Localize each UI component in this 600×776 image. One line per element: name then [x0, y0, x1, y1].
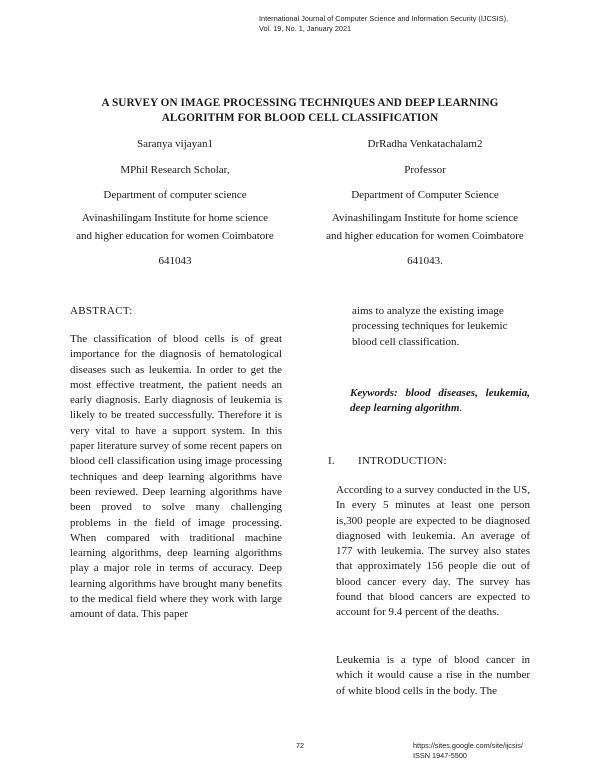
keywords: Keywords: blood diseases, leukemia, deep learning algorithm. [350, 387, 530, 415]
journal-header [259, 14, 508, 34]
paper-title-line2: ALGORITHM FOR BLOOD CELL CLASSIFICATION [161, 112, 439, 124]
author-affiliation-line2: and higher education for women Coimbatore [76, 230, 274, 242]
author-name: DrRadha Venkatachalam2 [367, 138, 483, 150]
abstract-text-right: aims to analyze the existing image processing techniques for leukemic blood cell classification. [352, 305, 508, 348]
page-number: 72 [296, 741, 305, 750]
footer-url: https://sites.google.com/site/ijcsis/ [413, 741, 523, 750]
paper-title [40, 96, 560, 126]
author-department: Department of Computer Science [351, 189, 499, 201]
author-affiliation-line2: and higher education for women Coimbatore [326, 230, 524, 242]
author-affiliation-line1: Avinashilingam Institute for home science [81, 212, 269, 224]
introduction-paragraph-1: According to a survey conducted in the US, In every 5 minutes at least one person is,300 people are expected to be diagnosed diagnosed with leukemia. An average of 177 with leukemia. The survey also states that approximately 156 people die out of blood cancer every day. The survey has found that blood cancers are expected to account for 9.4 percent of the deaths. [336, 484, 530, 619]
paper-title-line1: A SURVEY ON IMAGE PROCESSING TECHNIQUES AND DEEP LEARNING [101, 97, 499, 109]
keywords-label: Keywords [350, 387, 394, 399]
footer-info [413, 741, 523, 761]
section-title: INTRODUCTION: [358, 455, 447, 467]
author-postcode: 641043 [158, 255, 192, 267]
keywords-text: blood diseases, leukemia, deep learning algorithm [350, 387, 530, 415]
author-role: MPhil Research Scholar, [120, 164, 230, 176]
author-role: Professor [404, 164, 446, 176]
footer-issn: ISSN 1947-5500 [413, 751, 467, 760]
abstract-heading: ABSTRACT: [70, 305, 133, 317]
author-affiliation-line1: Avinashilingam Institute for home science [331, 212, 519, 224]
author-postcode: 641043. [407, 255, 443, 267]
author-name: Saranya vijayan1 [136, 138, 214, 150]
abstract-text-left: The classification of blood cells is of great importance for the diagnosis of hematological diseases such as leukemia. In order to get the most effective treatment, the patient needs an early diagnosis. Early diagnosis of leukemia is likely to be treated successfully. Therefore it is very vital to have a support system. In this paper literature survey of some recent papers on blood cell classification using image processing techniques and deep learning algorithms have been reviewed. Deep learning algorithms have been proved to solve many challenging problems in the field of image processing. When compared with traditional machine learning algorithms, deep learning algorithms play a major role in terms of accuracy. Deep learning algorithms have brought many benefits to the medical field where they work with large amount of data. This paper [70, 333, 282, 621]
section-number: I. [328, 455, 335, 467]
introduction-heading [328, 455, 447, 467]
author-department: Department of computer science [103, 189, 247, 201]
journal-header-line2: Vol. 19, No. 1, January 2021 [259, 24, 352, 33]
introduction-paragraph-2: Leukemia is a type of blood cancer in which it would cause a rise in the number of white blood cells in the body. The [336, 654, 530, 697]
journal-header-line1: International Journal of Computer Science and Information Security (IJCSIS), [259, 14, 509, 23]
